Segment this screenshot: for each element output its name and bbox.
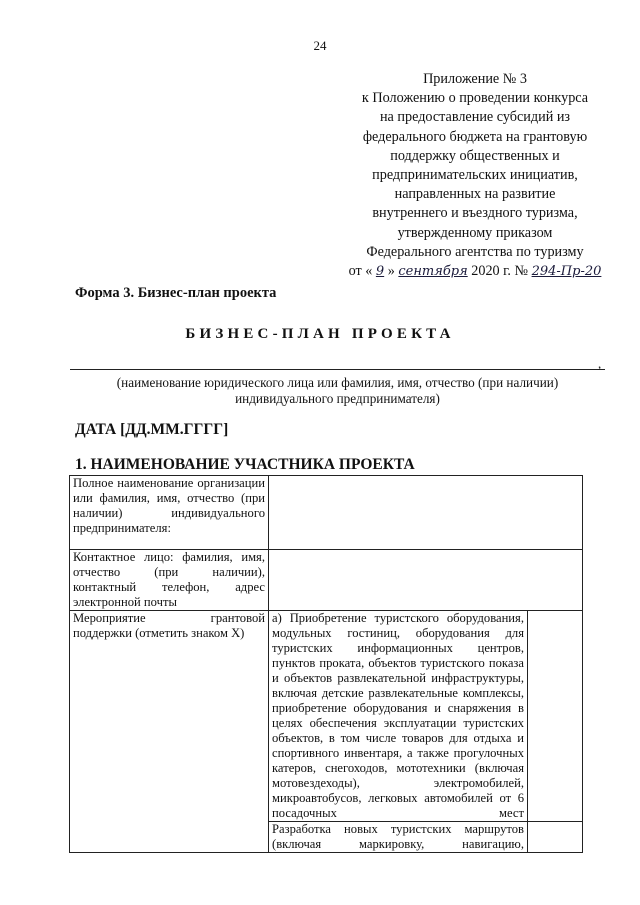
section-title: 1. НАИМЕНОВАНИЕ УЧАСТНИКА ПРОЕКТА	[75, 456, 415, 473]
contact-person-value	[269, 550, 583, 611]
annex-line: направленных на развитие	[394, 186, 556, 203]
annex-line: предпринимательских инициатив,	[372, 167, 578, 184]
annex-line: федерального бюджета на грантовую	[362, 128, 588, 145]
table-row	[70, 476, 583, 550]
order-date-year: 2020 г. №	[471, 263, 529, 280]
order-date-line	[330, 262, 620, 281]
grant-option-b-mark	[528, 822, 583, 853]
annex-line: внутреннего и въездного туризма,	[372, 205, 578, 222]
annex-line: утвержденному приказом	[397, 224, 553, 241]
grant-option-a: а) Приобретение туристского оборудования, модульных гостиниц, оборудования для туристских информационных центров, пунктов проката, объектов туристского показа и объектов развлекательной инфраструктуры, включая детские развлекательные комплексы, приобретение оборудования и снаряжения в целях обеспечения эксплуатации туристских объектов, в том числе товаров для отдыха и спортивного инвентаря, а также прогулочных катеров, снегоходов, мототехники (включая мотовездеходы), электромобилей, микроавтобусов, легковых автомобилей от 6 посадочных мест	[269, 611, 528, 822]
order-number-handwritten: 294-Пр-20	[531, 264, 602, 280]
order-day-handwritten: 9	[375, 264, 385, 280]
annex-header	[330, 70, 620, 281]
grant-option-b: Разработка новых туристских маршрутов (включая маркировку, навигацию,	[269, 822, 528, 853]
annex-line: Приложение № 3	[423, 71, 527, 87]
grant-measure-label: Мероприятие грантовой поддержки (отметить знаком Х)	[70, 611, 269, 853]
order-date-prefix: от «	[348, 263, 373, 280]
annex-line: поддержку общественных и	[390, 147, 560, 164]
table-row	[70, 550, 583, 611]
page-number: 24	[313, 38, 327, 53]
business-plan-title: БИЗНЕС-ПЛАН ПРОЕКТА	[185, 326, 455, 342]
table-row	[70, 611, 583, 822]
date-label: ДАТА [ДД.ММ.ГГГГ]	[75, 421, 229, 438]
form-title: Форма 3. Бизнес-план проекта	[75, 285, 277, 301]
annex-line: на предоставление субсидий из	[379, 109, 571, 126]
applicant-name-line	[70, 369, 605, 370]
contact-person-label: Контактное лицо: фамилия, имя, отчество (при наличии), контактный телефон, адрес электронной почты	[70, 550, 269, 611]
annex-line: к Положению о проведении конкурса	[361, 90, 589, 107]
grant-option-a-mark	[528, 611, 583, 822]
org-name-label: Полное наименование организации или фамилия, имя, отчество (при наличии) индивидуального предпринимателя:	[70, 476, 269, 550]
participant-table	[69, 475, 583, 853]
name-line-comma: ,	[598, 356, 602, 371]
org-name-value	[269, 476, 583, 550]
name-line-caption: (наименование юридического лица или фамилия, имя, отчество (при наличии) индивидуального предпринимателя)	[116, 375, 559, 406]
annex-line: Федерального агентства по туризму	[366, 243, 584, 260]
order-date-mid: »	[387, 263, 395, 280]
order-month-handwritten: сентября	[398, 264, 468, 280]
